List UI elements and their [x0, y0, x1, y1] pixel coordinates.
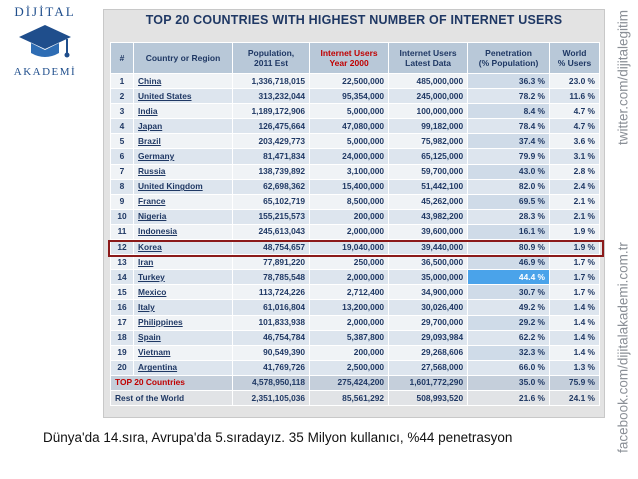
penetration-cell: 78.4 % — [468, 119, 550, 134]
table-row — [111, 194, 600, 209]
logo-line2: AKADEMİ — [13, 66, 77, 78]
users-latest-cell: 65,125,000 — [389, 149, 468, 164]
population-cell: 203,429,773 — [233, 134, 310, 149]
users-latest-cell: 59,700,000 — [389, 164, 468, 179]
users-latest-cell: 29,268,606 — [389, 345, 468, 360]
users-2000-cell: 2,000,000 — [310, 224, 389, 239]
users-2000-cell: 2,500,000 — [310, 360, 389, 375]
users-2000-cell: 13,200,000 — [310, 300, 389, 315]
penetration-cell: 44.4 % — [468, 270, 550, 285]
users-latest-cell: 39,600,000 — [389, 224, 468, 239]
graduation-cap-icon — [17, 21, 73, 65]
penetration-cell: 82.0 % — [468, 179, 550, 194]
penetration-cell: 16.1 % — [468, 224, 550, 239]
users-latest-cell: 39,440,000 — [389, 240, 468, 255]
world-share-cell: 2.4 % — [550, 179, 600, 194]
country-link[interactable]: Vietnam — [134, 345, 233, 360]
twitter-link[interactable]: twitter.com/dijitalegitim — [615, 9, 631, 146]
top20-summary-row-cell: 4,578,950,118 — [233, 375, 310, 390]
rank-cell: 9 — [111, 194, 134, 209]
country-link[interactable]: Turkey — [134, 270, 233, 285]
table-row — [111, 285, 600, 300]
side-social-links — [610, 10, 636, 470]
population-cell: 48,754,657 — [233, 240, 310, 255]
country-link[interactable]: United States — [134, 89, 233, 104]
world-share-cell: 23.0 % — [550, 74, 600, 89]
world-share-cell: 1.3 % — [550, 360, 600, 375]
table-row — [111, 164, 600, 179]
world-share-cell: 1.4 % — [550, 345, 600, 360]
world-share-cell: 1.7 % — [550, 270, 600, 285]
country-link[interactable]: Russia — [134, 164, 233, 179]
penetration-cell: 79.9 % — [468, 149, 550, 164]
rest-of-world-row-label: Rest of the World — [111, 390, 233, 405]
penetration-cell: 80.9 % — [468, 240, 550, 255]
table-row — [111, 240, 600, 255]
penetration-cell: 37.4 % — [468, 134, 550, 149]
world-share-cell: 11.6 % — [550, 89, 600, 104]
users-latest-cell: 29,093,984 — [389, 330, 468, 345]
table-row — [111, 119, 600, 134]
world-share-cell: 1.9 % — [550, 240, 600, 255]
world-share-cell: 3.1 % — [550, 149, 600, 164]
table-row — [111, 345, 600, 360]
users-latest-cell: 29,700,000 — [389, 315, 468, 330]
table-panel — [103, 9, 605, 418]
users-latest-cell: 45,262,000 — [389, 194, 468, 209]
world-share-cell: 2.1 % — [550, 194, 600, 209]
country-link[interactable]: Iran — [134, 255, 233, 270]
users-2000-cell: 250,000 — [310, 255, 389, 270]
rest-of-world-row-cell: 2,351,105,036 — [233, 390, 310, 405]
users-2000-cell: 200,000 — [310, 345, 389, 360]
users-latest-cell: 245,000,000 — [389, 89, 468, 104]
penetration-cell: 43.0 % — [468, 164, 550, 179]
rank-cell: 8 — [111, 179, 134, 194]
users-2000-cell: 3,100,000 — [310, 164, 389, 179]
penetration-cell: 49.2 % — [468, 300, 550, 315]
table-body — [111, 74, 600, 406]
users-latest-cell: 485,000,000 — [389, 74, 468, 89]
table-row — [111, 270, 600, 285]
population-cell: 155,215,573 — [233, 209, 310, 224]
rank-cell: 1 — [111, 74, 134, 89]
table-row — [111, 255, 600, 270]
rank-cell: 14 — [111, 270, 134, 285]
world-share-cell: 3.6 % — [550, 134, 600, 149]
world-share-cell: 1.7 % — [550, 255, 600, 270]
country-link[interactable]: Brazil — [134, 134, 233, 149]
col-num: # — [111, 43, 134, 74]
penetration-cell: 66.0 % — [468, 360, 550, 375]
population-cell: 101,833,938 — [233, 315, 310, 330]
world-share-cell: 1.4 % — [550, 330, 600, 345]
users-latest-cell: 35,000,000 — [389, 270, 468, 285]
population-cell: 313,232,044 — [233, 89, 310, 104]
users-latest-cell: 75,982,000 — [389, 134, 468, 149]
table-row — [111, 179, 600, 194]
country-link[interactable]: Korea — [134, 240, 233, 255]
users-latest-cell: 30,026,400 — [389, 300, 468, 315]
rest-of-world-row-cell: 508,993,520 — [389, 390, 468, 405]
penetration-cell: 30.7 % — [468, 285, 550, 300]
rank-cell: 2 — [111, 89, 134, 104]
table-row — [111, 134, 600, 149]
users-2000-cell: 47,080,000 — [310, 119, 389, 134]
users-latest-cell: 34,900,000 — [389, 285, 468, 300]
users-latest-cell: 51,442,100 — [389, 179, 468, 194]
rank-cell: 4 — [111, 119, 134, 134]
population-cell: 1,189,172,906 — [233, 104, 310, 119]
country-link[interactable]: Argentina — [134, 360, 233, 375]
world-share-cell: 1.4 % — [550, 300, 600, 315]
penetration-cell: 78.2 % — [468, 89, 550, 104]
world-share-cell: 1.7 % — [550, 285, 600, 300]
country-link[interactable]: France — [134, 194, 233, 209]
users-2000-cell: 5,000,000 — [310, 134, 389, 149]
world-share-cell: 2.1 % — [550, 209, 600, 224]
users-2000-cell: 5,000,000 — [310, 104, 389, 119]
caption-text: Dünya'da 14.sıra, Avrupa'da 5.sıradayız. 35 Milyon kullanıcı, %44 penetrasyon — [43, 430, 513, 445]
users-latest-cell: 99,182,000 — [389, 119, 468, 134]
rest-of-world-row-cell: 24.1 % — [550, 390, 600, 405]
penetration-cell: 28.3 % — [468, 209, 550, 224]
world-share-cell: 4.7 % — [550, 119, 600, 134]
top20-summary-row-cell: 35.0 % — [468, 375, 550, 390]
users-2000-cell: 15,400,000 — [310, 179, 389, 194]
world-share-cell: 1.4 % — [550, 315, 600, 330]
rank-cell: 11 — [111, 224, 134, 239]
table-header-row — [111, 43, 600, 74]
penetration-cell: 36.3 % — [468, 74, 550, 89]
population-cell: 1,336,718,015 — [233, 74, 310, 89]
population-cell: 245,613,043 — [233, 224, 310, 239]
country-link[interactable]: India — [134, 104, 233, 119]
rank-cell: 15 — [111, 285, 134, 300]
col-users-latest: Internet Users Latest Data — [389, 43, 468, 74]
table-row — [111, 104, 600, 119]
country-link[interactable]: China — [134, 74, 233, 89]
table-row — [111, 224, 600, 239]
penetration-cell: 69.5 % — [468, 194, 550, 209]
rank-cell: 7 — [111, 164, 134, 179]
country-link[interactable]: Mexico — [134, 285, 233, 300]
users-2000-cell: 200,000 — [310, 209, 389, 224]
col-population: Population, 2011 Est — [233, 43, 310, 74]
rest-of-world-row-cell: 85,561,292 — [310, 390, 389, 405]
rank-cell: 20 — [111, 360, 134, 375]
rest-of-world-row — [111, 390, 600, 405]
population-cell: 62,698,362 — [233, 179, 310, 194]
penetration-cell: 46.9 % — [468, 255, 550, 270]
country-link[interactable]: Nigeria — [134, 209, 233, 224]
world-share-cell: 1.9 % — [550, 224, 600, 239]
rank-cell: 3 — [111, 104, 134, 119]
users-2000-cell: 8,500,000 — [310, 194, 389, 209]
logo-line1: DİJİTAL — [14, 4, 76, 19]
world-share-cell: 4.7 % — [550, 104, 600, 119]
rank-cell: 12 — [111, 240, 134, 255]
population-cell: 138,739,892 — [233, 164, 310, 179]
rank-cell: 5 — [111, 134, 134, 149]
col-country: Country or Region — [134, 43, 233, 74]
rest-of-world-row-cell: 21.6 % — [468, 390, 550, 405]
rank-cell: 10 — [111, 209, 134, 224]
col-world-users: World % Users — [550, 43, 600, 74]
population-cell: 77,891,220 — [233, 255, 310, 270]
population-cell: 46,754,784 — [233, 330, 310, 345]
rank-cell: 6 — [111, 149, 134, 164]
rank-cell: 13 — [111, 255, 134, 270]
country-link[interactable]: Spain — [134, 330, 233, 345]
population-cell: 65,102,719 — [233, 194, 310, 209]
world-share-cell: 2.8 % — [550, 164, 600, 179]
users-2000-cell: 5,387,800 — [310, 330, 389, 345]
population-cell: 81,471,834 — [233, 149, 310, 164]
country-link[interactable]: Japan — [134, 119, 233, 134]
users-2000-cell: 22,500,000 — [310, 74, 389, 89]
population-cell: 41,769,726 — [233, 360, 310, 375]
country-link[interactable]: Italy — [134, 300, 233, 315]
penetration-cell: 32.3 % — [468, 345, 550, 360]
penetration-cell: 62.2 % — [468, 330, 550, 345]
table-row — [111, 74, 600, 89]
table-row — [111, 330, 600, 345]
users-2000-cell: 24,000,000 — [310, 149, 389, 164]
table-row — [111, 209, 600, 224]
top20-summary-row-cell: 75.9 % — [550, 375, 600, 390]
population-cell: 126,475,664 — [233, 119, 310, 134]
users-2000-cell: 2,000,000 — [310, 315, 389, 330]
top20-summary-row — [111, 375, 600, 390]
top20-summary-row-cell: 275,424,200 — [310, 375, 389, 390]
top20-summary-row-cell: 1,601,772,290 — [389, 375, 468, 390]
population-cell: 90,549,390 — [233, 345, 310, 360]
population-cell: 61,016,804 — [233, 300, 310, 315]
users-2000-cell: 2,000,000 — [310, 270, 389, 285]
users-latest-cell: 43,982,200 — [389, 209, 468, 224]
table-title: TOP 20 COUNTRIES WITH HIGHEST NUMBER OF INTERNET USERS — [145, 13, 563, 27]
users-latest-cell: 100,000,000 — [389, 104, 468, 119]
users-latest-cell: 27,568,000 — [389, 360, 468, 375]
table-row — [111, 315, 600, 330]
table-row — [111, 89, 600, 104]
penetration-cell: 29.2 % — [468, 315, 550, 330]
table-row — [111, 360, 600, 375]
penetration-cell: 8.4 % — [468, 104, 550, 119]
internet-users-table — [110, 42, 600, 406]
country-link[interactable]: Indonesia — [134, 224, 233, 239]
col-users-2000: Internet Users Year 2000 — [310, 43, 389, 74]
table-row — [111, 300, 600, 315]
users-2000-cell: 95,354,000 — [310, 89, 389, 104]
table-row — [111, 149, 600, 164]
rank-cell: 17 — [111, 315, 134, 330]
population-cell: 78,785,548 — [233, 270, 310, 285]
rank-cell: 16 — [111, 300, 134, 315]
country-link[interactable]: Philippines — [134, 315, 233, 330]
country-link[interactable]: Germany — [134, 149, 233, 164]
users-2000-cell: 2,712,400 — [310, 285, 389, 300]
country-link[interactable]: United Kingdom — [134, 179, 233, 194]
rank-cell: 19 — [111, 345, 134, 360]
rank-cell: 18 — [111, 330, 134, 345]
facebook-link[interactable]: facebook.com/dijitalakademi.com.tr — [615, 242, 631, 453]
dijital-akademi-logo — [4, 4, 86, 86]
top20-summary-row-label: TOP 20 Countries — [111, 375, 233, 390]
users-2000-cell: 19,040,000 — [310, 240, 389, 255]
col-penetration: Penetration (% Population) — [468, 43, 550, 74]
users-latest-cell: 36,500,000 — [389, 255, 468, 270]
population-cell: 113,724,226 — [233, 285, 310, 300]
